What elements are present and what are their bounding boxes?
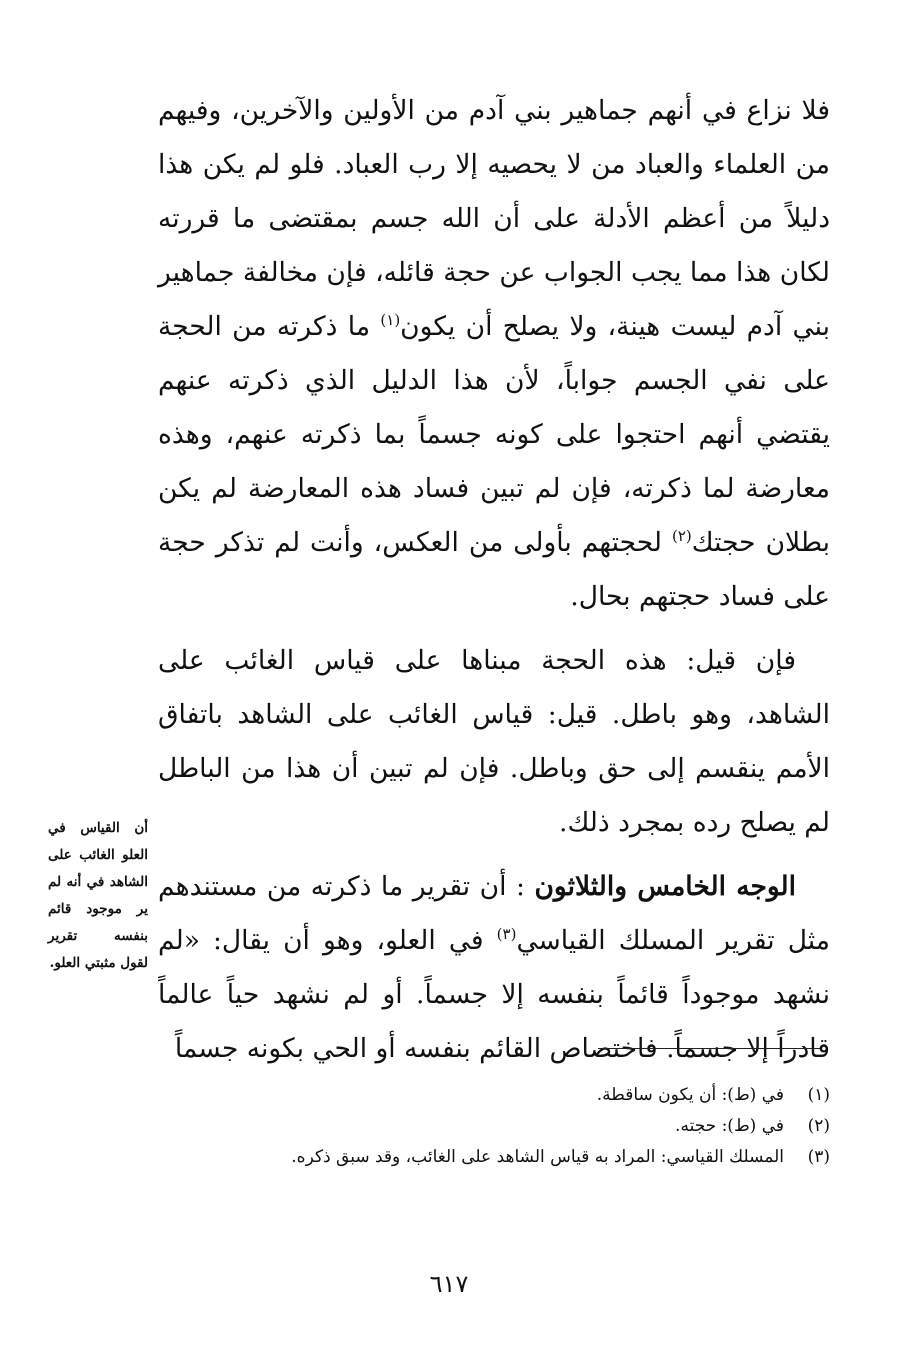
footnote-item [158, 1111, 830, 1142]
paragraph: فإن قيل: هذه الحجة مبناها على قياس الغائب على الشاهد، وهو باطل. قيل: قياس الغائب على الشاهد باتفاق الأمم ينقسم إلى حق وباطل. فإن لم تبين أن هذا من الباطل لم يصلح رده بمجرد ذلك. [158, 645, 830, 838]
footnote-text: في (ط): أن يكون ساقطة. [596, 1085, 784, 1105]
margin-note: أن القياس في العلو الغائب على الشاهد في أنه لم ير موجود قائم بنفسه تقرير لقول مثبتي العلو. [48, 820, 148, 971]
footnote-reference[interactable]: (١) [380, 311, 401, 330]
footnote-text: في (ط): حجته. [675, 1116, 784, 1136]
footnote-item [158, 1142, 830, 1173]
footnote-number: (٢) [807, 1116, 830, 1136]
paragraph [158, 84, 830, 624]
footnote-number: (١) [807, 1085, 830, 1105]
footnote-reference[interactable]: (٢) [671, 527, 692, 546]
paragraph [158, 860, 830, 1076]
paragraph-text: : أن تقرير ما ذكرته من مستندهم مثل تقرير المسلك القياسي [158, 871, 831, 956]
footnote-divider [598, 1048, 820, 1049]
footnotes [158, 1080, 830, 1173]
footnote-reference[interactable]: (٣) [496, 925, 517, 944]
footnote-item [158, 1080, 830, 1111]
section-heading: الوجه الخامس والثلاثون [534, 871, 796, 902]
main-text-block [158, 84, 830, 1076]
paragraph-text: لحجتهم بأولى من العكس، وأنت لم تذكر حجة على فساد حجتهم بحال. [158, 527, 830, 612]
paragraph-text: فلا نزاع في أنهم جماهير بني آدم من الأولين والآخرين، وفيهم من العلماء والعباد من لا يحصيه إلا رب العباد. فلو لم يكن هذا دليلاً من أعظم الأدلة على أن الله جسم بمقتضى ما قررته لكان هذا مما يجب الجواب عن حجة قائله، فإن مخالفة جماهير بني آدم ليست هينة، ولا يصلح أن يكون [158, 95, 830, 342]
page-number: ٦١٧ [429, 1270, 469, 1298]
footnote-number: (٣) [807, 1147, 830, 1167]
paragraph-text: في العلو، وهو أن يقال: «لم نشهد موجوداً قائماً بنفسه إلا جسماً. أو لم نشهد حياً عالماً قادراً إلا جسماً. فاختصاص القائم بنفسه أو الحي بكونه جسماً [158, 925, 830, 1064]
paragraph-text: ما ذكرته من الحجة على نفي الجسم جواباً، لأن هذا الدليل الذي ذكرته عنهم يقتضي أنهم احتجوا على كونه جسماً بما ذكرته عنهم، وهذه معارضة لما ذكرته، فإن لم تبين فساد هذه المعارضة لم يكن بطلان حجتك [158, 311, 830, 558]
footnote-text: المسلك القياسي: المراد به قياس الشاهد على الغائب، وقد سبق ذكره. [291, 1147, 784, 1167]
